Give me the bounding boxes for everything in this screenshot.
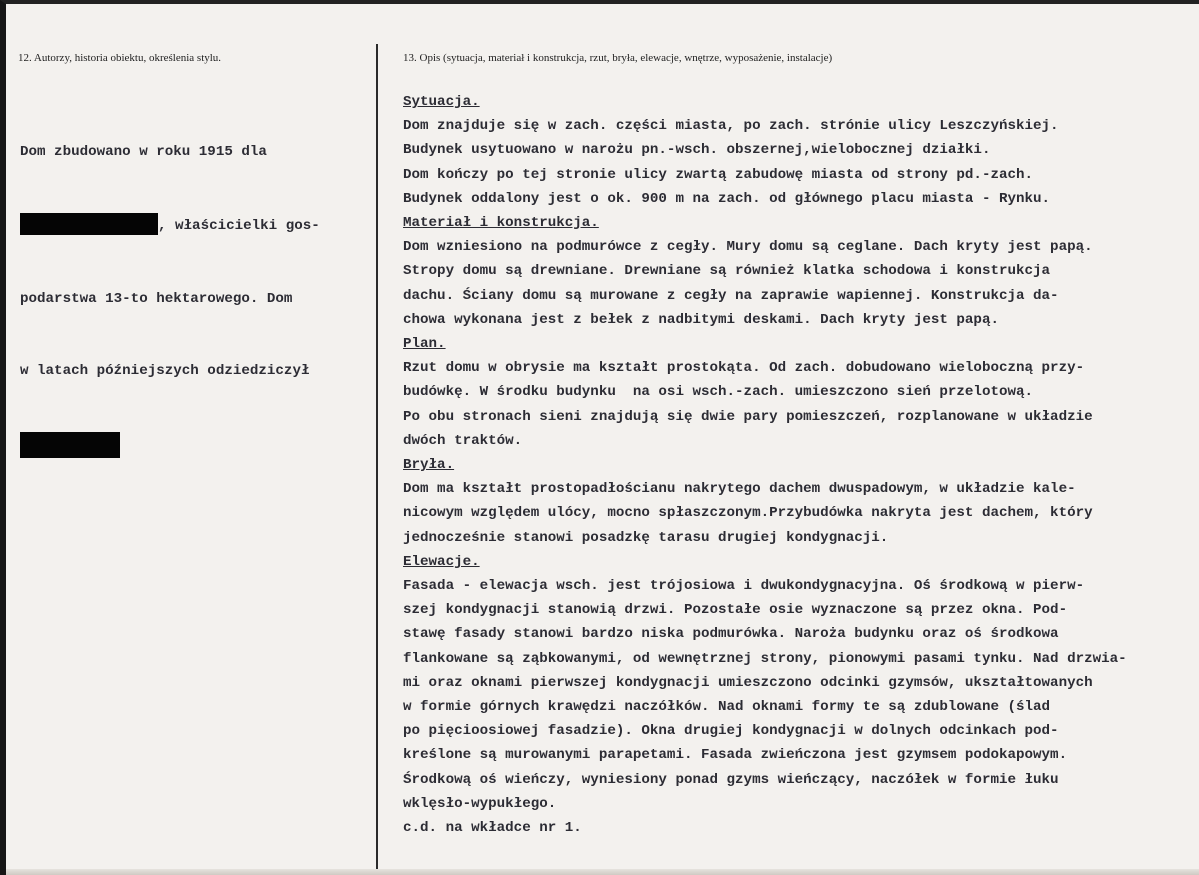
section-heading: Plan. xyxy=(403,336,446,353)
description-line: w formie górnych krawędzi naczółków. Nad oknami formy te są zdublowane (ślad xyxy=(403,699,1051,716)
redaction-bar xyxy=(20,213,158,235)
description-line: wklęsło-wypukłego. xyxy=(403,795,557,812)
history-line-4: w latach późniejszych odziedziczył xyxy=(20,363,310,380)
description-line: Dom wzniesiono na podmurówce z cegły. Mury domu są ceglane. Dach kryty jest papą. xyxy=(403,239,1093,256)
description-line: dachu. Ściany domu są murowane z cegły na zaprawie wapiennej. Konstrukcja da- xyxy=(403,287,1059,304)
description-line: chowa wykonana jest z bełek z nadbitymi deskami. Dach kryty jest papą. xyxy=(403,311,999,328)
description-line: szej kondygnacji stanowią drzwi. Pozostałe osie wyznaczone są przez okna. Pod- xyxy=(403,602,1068,619)
description-text xyxy=(403,90,1127,840)
section-heading: Materiał i konstrukcja. xyxy=(403,215,599,232)
section-heading: Elewacje. xyxy=(403,553,480,570)
description-line: stawę fasady stanowi bardzo niska podmurówka. Naroża budynku oraz oś środkowa xyxy=(403,626,1059,643)
description-line: Po obu stronach sieni znajdują się dwie pary pomieszczeń, rozplanowane w układzie xyxy=(403,408,1093,425)
history-line-5 xyxy=(20,432,320,461)
description-line: budówkę. W środku budynku na osi wsch.-zach. umieszczono sień przelotową. xyxy=(403,384,1034,401)
redaction-bar xyxy=(20,432,120,458)
description-line: Dom ma kształt prostopadłościanu nakrytego dachem dwuspadowym, w układzie kale- xyxy=(403,481,1076,498)
description-line: nicowym względem ulócy, mocno spłaszczonym.Przybudówka nakryta jest dachem, który xyxy=(403,505,1093,522)
description-line: Budynek usytuowano w narożu pn.-wsch. obszernej,wielobocznej działki. xyxy=(403,142,991,159)
description-line: po pięcioosiowej fasadzie). Okna drugiej kondygnacji w dolnych odcinkach pod- xyxy=(403,723,1059,740)
history-line-3: podarstwa 13-to hektarowego. Dom xyxy=(20,290,293,307)
description-line: Dom znajduje się w zach. części miasta, po zach. strónie ulicy Leszczyńskiej. xyxy=(403,118,1059,135)
column-divider xyxy=(376,44,378,874)
section-heading: Bryła. xyxy=(403,457,455,474)
description-line: c.d. na wkładce nr 1. xyxy=(403,820,582,837)
history-line-2-text: , właścicielki gos- xyxy=(158,218,320,235)
description-line: Rzut domu w obrysie ma kształt prostokąta. Od zach. dobudowano wieloboczną przy- xyxy=(403,360,1085,377)
description-line: flankowane są ząbkowanymi, od wewnętrznej strony, pionowymi pasami tynku. Nad drzwia- xyxy=(403,650,1127,667)
authors-history-text xyxy=(20,92,320,509)
description-line: dwóch traktów. xyxy=(403,432,523,449)
description-line: Budynek oddalony jest o ok. 900 m na zach. od głównego placu miasta - Rynku. xyxy=(403,190,1051,207)
description-line: Stropy domu są drewniane. Drewniane są również klatka schodowa i konstrukcja xyxy=(403,263,1051,280)
description-line: jednocześnie stanowi posadzkę tarasu drugiej kondygnacji. xyxy=(403,529,889,546)
section-13-header: 13. Opis (sytuacja, materiał i konstrukcja, rzut, bryła, elewacje, wnętrze, wyposażenie, instalacje) xyxy=(403,52,833,64)
section-heading: Sytuacja. xyxy=(403,94,480,110)
description-line: Środkową oś wieńczy, wyniesiony ponad gzyms wieńczący, naczółek w formie łuku xyxy=(403,771,1059,788)
history-line-1: Dom zbudowano w roku 1915 dla xyxy=(20,144,267,161)
section-12-header: 12. Autorzy, historia obiektu, określenia stylu. xyxy=(18,52,222,64)
description-line: kreślone są murowanymi parapetami. Fasada zwieńczona jest gzymsem podokapowym. xyxy=(403,747,1068,764)
description-line: Fasada - elewacja wsch. jest trójosiowa i dwukondygnacyjna. Oś środkową w pierw- xyxy=(403,578,1085,595)
description-line: Dom kończy po tej stronie ulicy zwartą zabudowę miasta od strony pd.-zach. xyxy=(403,166,1034,183)
description-line: mi oraz oknami pierwszej kondygnacji umieszczono odcinki gzymsów, ukształtowanych xyxy=(403,674,1093,691)
history-line-2 xyxy=(20,213,320,238)
